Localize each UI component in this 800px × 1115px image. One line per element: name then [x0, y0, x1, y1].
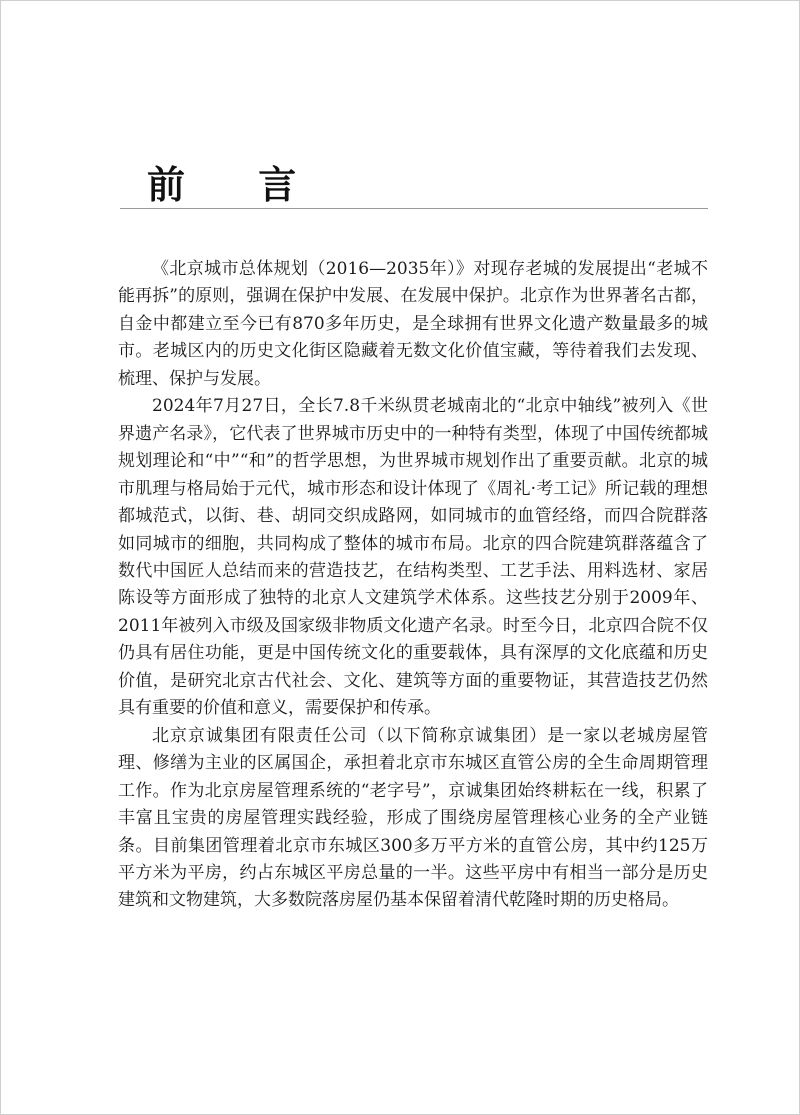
- paragraph: 北京京诚集团有限责任公司（以下简称京诚集团）是一家以老城房屋管理、修缮为主业的区属国企，承担着北京市东城区直管公房的全生命周期管理工作。作为北京房屋管理系统的“老字号”，京诚集团始终耕耘在一线，积累了丰富且宝贵的房屋管理实践经验，形成了围绕房屋管理核心业务的全产业链条。目前集团管理着北京市东城区300多万平方米的直管公房，其中约125万平方米为平房，约占东城区平房总量的一半。这些平房中有相当一部分是历史建筑和文物建筑，大多数院落房屋仍基本保留着清代乾隆时期的历史格局。: [118, 725, 708, 911]
- page-title: 前 言: [147, 163, 327, 207]
- paragraph: 《北京城市总体规划（2016—2035年）》对现存老城的发展提出“老城不能再拆”的原则，强调在保护中发展、在发展中保护。北京作为世界著名古都，自金中都建立至今已有870多年历史，是全球拥有世界文化遗产数量最多的城市。老城区内的历史文化街区隐藏着无数文化价值宝藏，等待着我们去发现、梳理、保护与发展。: [118, 259, 708, 389]
- title-divider: [120, 208, 708, 209]
- body-text: [118, 256, 708, 915]
- paragraph: 2024年7月27日，全长7.8千米纵贯老城南北的“北京中轴线”被列入《世界遗产名录》，它代表了世界城市历史中的一种特有类型，体现了中国传统都城规划理论和“中”“和”的哲学思想，为世界城市规划作出了重要贡献。北京的城市肌理与格局始于元代，城市形态和设计体现了《周礼·考工记》所记载的理想都城范式，以街、巷、胡同交织成路网，如同城市的血管经络，而四合院群落如同城市的细胞，共同构成了整体的城市布局。北京的四合院建筑群落蕴含了数代中国匠人总结而来的营造技艺，在结构类型、工艺手法、用料选材、家居陈设等方面形成了独特的北京人文建筑学术体系。这些技艺分别于2009年、2011年被列入市级及国家级非物质文化遗产名录。时至今日，北京四合院不仅仍具有居住功能，更是中国传统文化的重要载体，具有深厚的文化底蕴和历史价值，是研究北京古代社会、文化、建筑等方面的重要物证，其营造技艺仍然具有重要的价值和意义，需要保护和传承。: [118, 396, 708, 719]
